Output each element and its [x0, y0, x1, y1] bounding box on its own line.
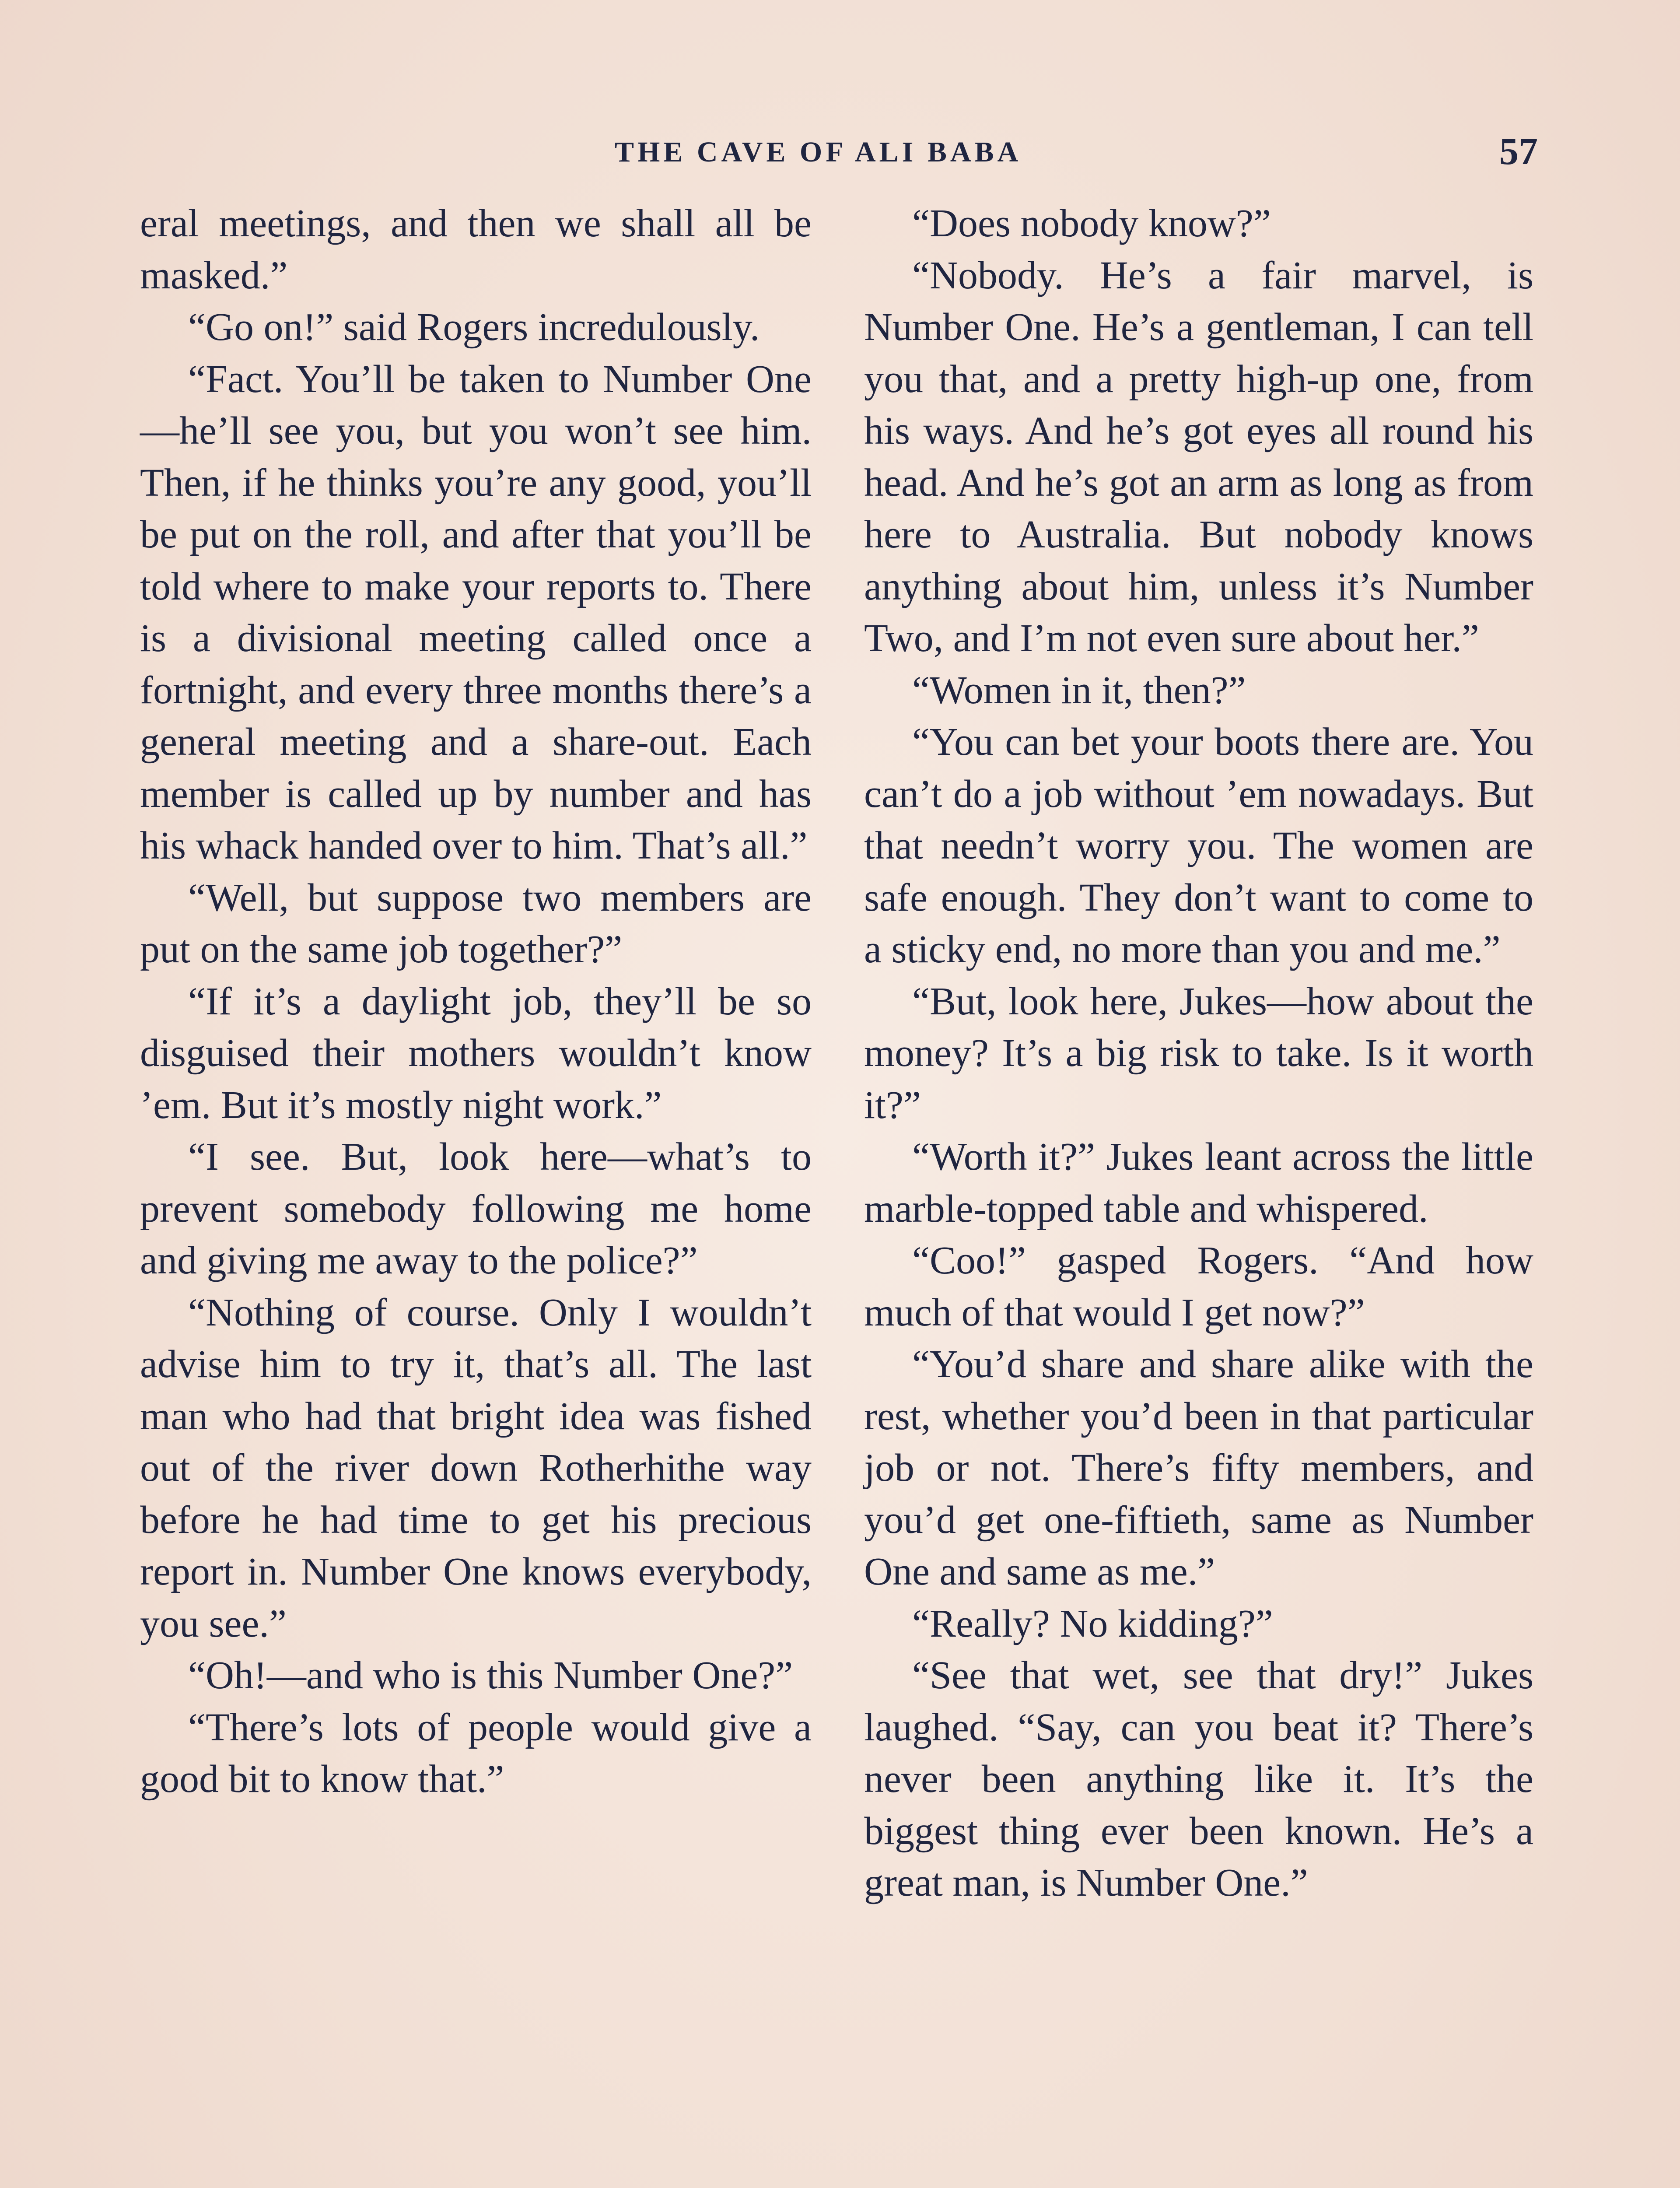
paragraph: “See that wet, see that dry!” Jukes laughed. “Say, can you beat it? There’s never been anything like it. It’s the biggest thing ever been known. He’s a great man, is Number One.” — [864, 1654, 1533, 1904]
paragraph: “There’s lots of people would give a good bit to know that.” — [140, 1705, 812, 1801]
paragraph: “If it’s a daylight job, they’ll be so disguised their mothers wouldn’t know ’em. But it’s mostly night work.” — [140, 979, 812, 1127]
right-column — [864, 198, 1533, 1909]
paragraph: “Nobody. He’s a fair marvel, is Number One. He’s a gentleman, I can tell you that, and a pretty high-up one, from his ways. And he’s got eyes all round his head. And he’s got an arm as long as from here to Australia. But nobody knows anything about him, unless it’s Number Two, and I’m not even sure about her.” — [864, 253, 1533, 660]
paragraph: “Worth it?” Jukes leant across the little marble-topped table and whispered. — [864, 1135, 1533, 1231]
paragraph: eral meetings, and then we shall all be masked.” — [140, 202, 812, 297]
paragraph: “Fact. You’ll be taken to Number One—he’ll see you, but you won’t see him. Then, if he thinks you’re any good, you’ll be put on the roll, and after that you’ll be told where to make your reports to. There is a divisional meeting called once a fortnight, and every three months there’s a general meeting and a share-out. Each member is called up by number and has his whack handed over to him. That’s all.” — [140, 357, 812, 867]
paragraph: “You’d share and share alike with the rest, whether you’d been in that particular job or not. There’s fifty members, and you’d get one-fiftieth, same as Number One and same as me.” — [864, 1343, 1533, 1593]
paragraph: “Go on!” said Rogers incredulously. — [188, 305, 760, 349]
running-head: THE CAVE OF ALI BABA — [615, 136, 1022, 168]
paragraph: “Well, but suppose two members are put on the same job together?” — [140, 876, 812, 971]
page-number: 57 — [1499, 130, 1538, 173]
paragraph: “You can bet your boots there are. You can’t do a job without ’em nowadays. But that needn’t worry you. The women are safe enough. They don’t want to come to a sticky end, no more than you and me.” — [864, 720, 1533, 971]
paragraph: “Coo!” gasped Rogers. “And how much of that would I get now?” — [864, 1239, 1533, 1334]
paragraph: “Oh!—and who is this Number One?” — [188, 1654, 793, 1697]
paragraph: “I see. But, look here—what’s to prevent somebody following me home and giving me away to the police?” — [140, 1135, 812, 1282]
left-column — [140, 198, 812, 1806]
paragraph: “Women in it, then?” — [912, 668, 1246, 712]
paragraph: “Does nobody know?” — [912, 202, 1271, 245]
paragraph: “Nothing of course. Only I wouldn’t advise him to try it, that’s all. The last man who had that bright idea was fished out of the river down Rotherhithe way before he had time to get his precious report in. Number One knows everybody, you see.” — [140, 1290, 812, 1645]
paragraph: “But, look here, Jukes—how about the money? It’s a big risk to take. Is it worth it?” — [864, 979, 1533, 1127]
paragraph: “Really? No kidding?” — [912, 1602, 1273, 1645]
